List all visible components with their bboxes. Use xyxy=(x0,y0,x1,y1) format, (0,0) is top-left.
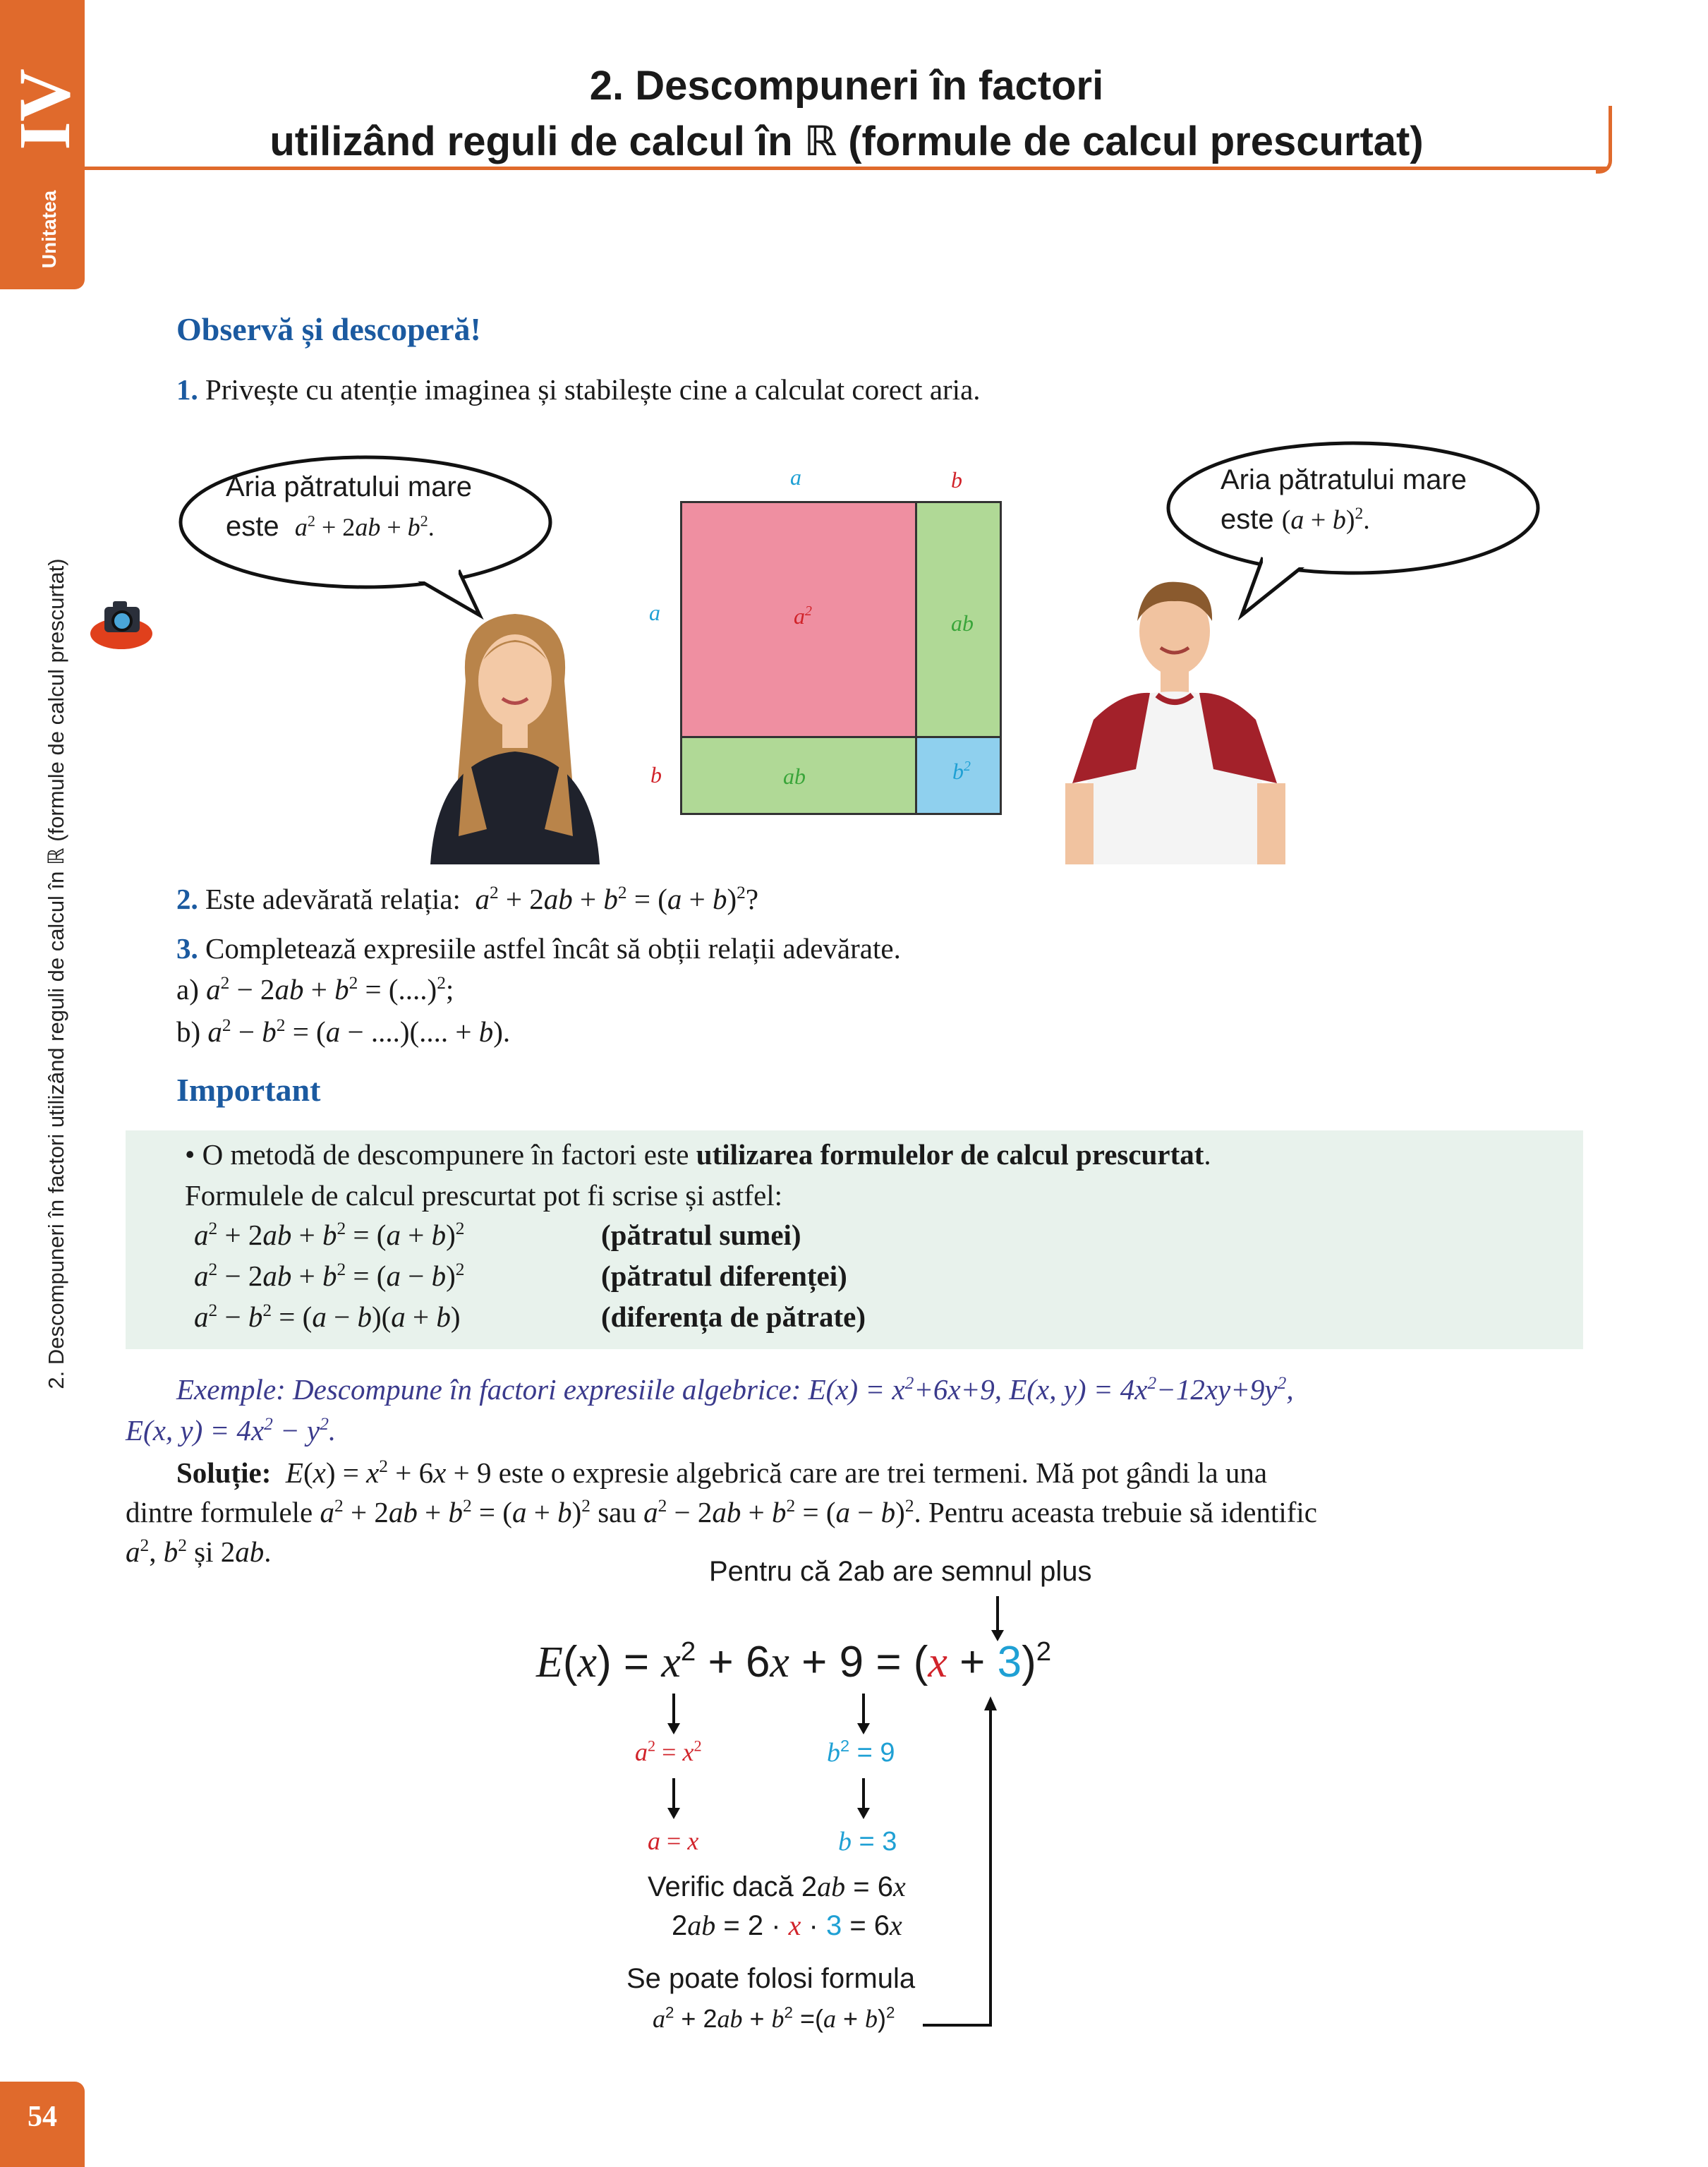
label-top-a: a xyxy=(790,464,801,490)
question-1 xyxy=(176,373,981,407)
bubble-left-line2: este $a^2 + 2ab + b^2$. xyxy=(226,511,435,542)
unit-roman-numeral: IV xyxy=(4,68,85,150)
step-a: a = x xyxy=(648,1827,699,1855)
label-top-b: b xyxy=(951,467,962,493)
bubble-left-prefix: este xyxy=(226,511,279,542)
page-number: 54 xyxy=(28,2101,57,2133)
solution-text: . Pentru aceasta trebuie să identific xyxy=(914,1496,1317,1528)
camera-icon xyxy=(85,586,162,656)
bullet-bold: utilizarea formulelor de calcul prescurtat xyxy=(696,1138,1204,1171)
formula-name-3: (diferența de pătrate) xyxy=(601,1300,866,1333)
solution-text: și xyxy=(194,1535,214,1568)
running-title: 2. Descompuneri în factori utilizând reguli de calcul în ℝ (formule de calcul prescurtat) xyxy=(44,558,68,1389)
question-text: Este adevărată relația: xyxy=(205,883,461,915)
solution-line1: Soluție: $E(x) = x^2 + 6x + 9$ este o expresie algebrică care are trei termeni. Mă pot gândi la una xyxy=(176,1456,1268,1489)
label-ab-right: ab xyxy=(951,610,974,636)
example-intro: Exemple: Descompune în factori expresiile algebrice: $E(x) = x^2+6x+9$, E(x, $y) = 4x^2-12xy+9y^2$, xyxy=(176,1372,1294,1406)
main-equation: $E(x) = x^2 + 6x + 9 = (x + 3)^2$ xyxy=(536,1636,1052,1686)
page-title-line2: utilizând reguli de calcul în ℝ (formule de calcul prescurtat) xyxy=(269,119,1424,164)
step-b: b = 3 xyxy=(838,1827,897,1857)
label-a-squared-base: a xyxy=(794,603,805,629)
verify-line1: Verific dacă 2ab = 6x xyxy=(648,1871,906,1902)
solution-text: este o expresie algebrică care are trei termeni. Mă pot gândi la una xyxy=(498,1456,1268,1489)
area-square-diagram xyxy=(649,459,1016,840)
question-text: Privește cu atenție imaginea și stabilește cine a calculat corect aria. xyxy=(205,373,981,406)
unit-label: Unitatea xyxy=(38,190,60,269)
formula-name-2: (pătratul diferenței) xyxy=(601,1260,847,1292)
formula-name-1: (pătratul sumei) xyxy=(601,1219,801,1251)
solution-label: Soluție: xyxy=(176,1456,272,1489)
diagram-note-top: Pentru că 2ab are semnul plus xyxy=(709,1556,1092,1587)
step-b-squared: $b^2 = 9$ xyxy=(827,1736,895,1768)
example-intro-cont: E(x, $y) = 4x^2 - y^2$. xyxy=(126,1413,337,1447)
label-left-a: a xyxy=(649,600,660,625)
solution-text: sau xyxy=(598,1496,636,1528)
verify-text: Verific dacă xyxy=(648,1871,794,1902)
title-corner xyxy=(1596,106,1612,174)
formula-diff-squares: $a^2 - b^2 = (a - b)(a + b)$ xyxy=(194,1300,461,1333)
item-label: a) xyxy=(176,973,199,1006)
question-number: 1. xyxy=(176,373,198,406)
item-label: b) xyxy=(176,1015,201,1048)
question-2: 2. Este adevărată relația: $a^2 + 2ab + b^2 = (a + b)^2$? xyxy=(176,882,759,915)
question-3 xyxy=(176,931,901,966)
use-formula-text: Se poate folosi formula xyxy=(626,1963,916,1994)
girl-photo xyxy=(416,603,614,864)
bullet-text: O metodă de descompunere în factori este xyxy=(202,1138,689,1171)
arrow-down-b1 xyxy=(855,1694,872,1739)
speech-bubble-left xyxy=(176,452,557,621)
label-b-squared-base: b xyxy=(952,759,964,784)
arrow-down-b2 xyxy=(855,1778,872,1824)
step-a-squared: $a^2 = x^2$ xyxy=(635,1737,702,1766)
question-3b: b) $a^2 - b^2 = (a$ − ....)(.... + b). xyxy=(176,1015,511,1048)
formula-square-diff: $a^2 - 2ab + b^2 = (a - b)^2$ xyxy=(194,1259,465,1292)
bubble-right-text xyxy=(1221,460,1467,539)
bubble-right-prefix: este xyxy=(1221,504,1274,535)
boy-photo xyxy=(1058,572,1291,864)
bubble-left-text xyxy=(226,467,472,546)
title-underline xyxy=(85,167,1609,170)
label-left-b: b xyxy=(650,762,662,787)
question-number: 3. xyxy=(176,932,198,965)
label-a-squared: $a^2$ xyxy=(794,603,812,629)
bubble-right-line2: este $(a + b)^2$. xyxy=(1221,504,1370,535)
solution-line3: $a^2$, $b^2$ și 2ab. xyxy=(126,1535,272,1568)
important-bullet: • O metodă de descompunere în factori este utilizarea formulelor de calcul prescurtat. xyxy=(185,1138,1211,1171)
formula-square-sum: $a^2 + 2ab + b^2 = (a + b)^2$ xyxy=(194,1218,465,1251)
page-title-line1: 2. Descompuneri în factori xyxy=(589,63,1104,109)
important-line2: Formulele de calcul prescurtat pot fi scrise și astfel: xyxy=(185,1179,783,1212)
solution-line2: dintre formulele $a^2 + 2ab + b^2 = (a + b)^2$ sau $a^2 - 2ab + b^2 = (a - b)^2$. Pentru aceasta trebuie să identific xyxy=(126,1495,1317,1528)
bubble-left-line1: Aria pătratului mare xyxy=(226,471,473,502)
section-heading-observe: Observă și descoperă! xyxy=(176,311,481,347)
solution-text: dintre formulele xyxy=(126,1496,313,1528)
section-heading-important: Important xyxy=(176,1072,321,1108)
example-intro-text: Exemple: Descompune în factori expresiile algebrice: xyxy=(176,1373,801,1406)
label-ab-bottom: ab xyxy=(783,763,806,789)
bubble-right-line1: Aria pătratului mare xyxy=(1221,464,1467,495)
arrow-up-return xyxy=(917,1692,1002,2034)
use-formula-expression: $a^2 + 2ab + b^2 =(a + b)^2$ xyxy=(653,2003,895,2033)
question-3a: a) $a^2 - 2ab + b^2 = (....)^2$; xyxy=(176,972,454,1006)
question-number: 2. xyxy=(176,883,198,915)
label-b-squared: $b^2$ xyxy=(952,759,971,784)
arrow-down-a2 xyxy=(665,1778,682,1824)
verify-line2: 2ab = 2 · x · 3 = 6x xyxy=(672,1909,902,1941)
question-text: Completează expresiile astfel încât să obții relații adevărate. xyxy=(205,932,901,965)
arrow-down-a1 xyxy=(665,1694,682,1739)
